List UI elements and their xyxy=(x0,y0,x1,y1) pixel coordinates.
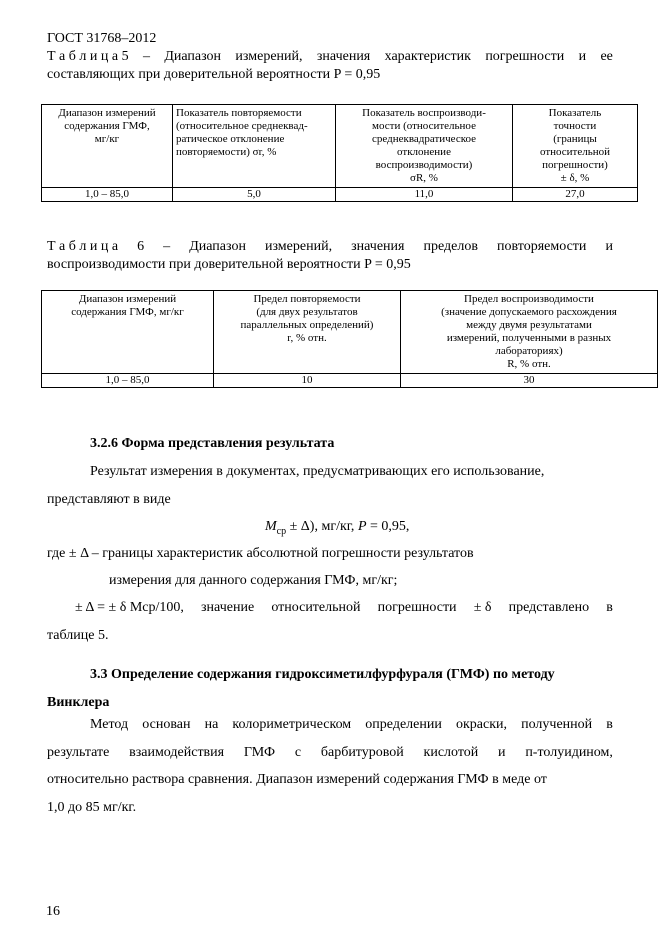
table5-header-repeatability: Показатель повторяемости (относительное среднеквад- ратическое отклонение повторяемости) σr, % xyxy=(173,105,336,188)
word: Диапазон xyxy=(164,49,222,64)
word: 6 xyxy=(137,239,145,254)
word: значения xyxy=(316,49,371,64)
table6-caption-line2: воспроизводимости при доверительной вероятности P = 0,95 xyxy=(47,257,411,272)
word: взаимодействия xyxy=(129,745,225,760)
section-326-para-line1: Результат измерения в документах, предусматривающих его использование, xyxy=(90,464,545,479)
word: результате xyxy=(47,745,110,760)
table-row xyxy=(42,188,638,202)
table5-cell-range: 1,0 – 85,0 xyxy=(42,188,173,202)
section-326-para-line2: представляют в виде xyxy=(47,492,171,507)
section-33-para-line4: 1,0 до 85 мг/кг. xyxy=(47,800,137,815)
table5-caption-line2: составляющих при доверительной вероятности P = 0,95 xyxy=(47,67,381,82)
table5-header-accuracy: Показатель точности (границы относительной погрешности) ± δ, % xyxy=(513,105,638,188)
table6-header-reproducibility-limit: Предел воспроизводимости (значение допускаемого расхождения между двумя результатами измерений, полученными в разных лабораториях) R, % отн. xyxy=(401,291,658,374)
word: Т а б л и ц а xyxy=(47,239,119,254)
table6-caption xyxy=(47,238,613,274)
word: ее xyxy=(600,49,613,64)
word: характеристик xyxy=(384,49,471,64)
table6-header-repeatability-limit: Предел повторяемости (для двух результатов параллельных определений) r, % отн. xyxy=(214,291,401,374)
word: Метод xyxy=(90,717,129,732)
word: измерений, xyxy=(264,239,333,254)
section-33-para-line3: относительно раствора сравнения. Диапазон измерений содержания ГМФ в меде от xyxy=(47,772,547,787)
section-326-heading: 3.2.6 Форма представления результата xyxy=(90,436,335,451)
word: измерений, xyxy=(235,49,303,64)
word: ГМФ xyxy=(243,745,276,760)
word: – xyxy=(142,49,150,64)
where-line1: где ± Δ – границы характеристик абсолютной погрешности результатов xyxy=(47,546,474,561)
word: и xyxy=(578,49,587,64)
table6-cell-reproducibility-limit: 30 xyxy=(401,374,658,388)
page-number: 16 xyxy=(46,904,60,919)
word: значения xyxy=(351,239,405,254)
table-row xyxy=(42,374,658,388)
word: ± δ xyxy=(473,600,492,615)
table5-cell-accuracy: 27,0 xyxy=(513,188,638,202)
section-33-heading-line2: Винклера xyxy=(47,695,110,710)
table6-cell-repeatability-limit: 10 xyxy=(214,374,401,388)
word: – xyxy=(163,239,171,254)
delta-line1 xyxy=(47,599,613,617)
table5-header-range: Диапазон измерений содержания ГМФ, мг/кг xyxy=(42,105,173,188)
table5 xyxy=(41,104,638,202)
word: с xyxy=(294,745,302,760)
result-formula: $M_{ср} \pm \Delta$), мг/кг, P = 0,95, xyxy=(265,519,410,537)
section-33-para-line2 xyxy=(47,744,613,762)
table5-cell-repeatability: 5,0 xyxy=(173,188,336,202)
word: пределов xyxy=(423,239,478,254)
word: в xyxy=(606,600,613,615)
where-line2: измерения для данного содержания ГМФ, мг/кг; xyxy=(109,573,398,588)
table5-header-reproducibility: Показатель воспроизводи- мости (относительное среднеквадратическое отклонение воспроизводимости) σR, % xyxy=(336,105,513,188)
word: окраски, xyxy=(455,717,507,732)
section-33-heading-line1: 3.3 Определение содержания гидроксиметилфурфураля (ГМФ) по методу xyxy=(90,667,555,682)
word: относительной xyxy=(271,600,361,615)
table6-cell-range: 1,0 – 85,0 xyxy=(42,374,214,388)
word: повторяемости xyxy=(497,239,587,254)
word: и xyxy=(605,239,613,254)
table5-cell-reproducibility: 11,0 xyxy=(336,188,513,202)
word: погрешности xyxy=(377,600,457,615)
word: п-толуидином, xyxy=(525,745,613,760)
word: колориметрическом xyxy=(232,717,352,732)
word: представлено xyxy=(508,600,590,615)
word: определении xyxy=(365,717,442,732)
word: кислотой xyxy=(423,745,479,760)
word: погрешности xyxy=(485,49,565,64)
word: в xyxy=(606,717,613,732)
table6-header-range: Диапазон измерений содержания ГМФ, мг/кг xyxy=(42,291,214,374)
word: ± Δ = ± δ Mср/100, xyxy=(75,600,184,615)
word: на xyxy=(204,717,219,732)
word: значение xyxy=(201,600,255,615)
table5-header-row xyxy=(42,105,638,188)
table6-header-row xyxy=(42,291,658,374)
delta-line2: таблице 5. xyxy=(47,628,109,643)
word: основан xyxy=(142,717,191,732)
word: и xyxy=(498,745,506,760)
table5-caption-word: Т а б л и ц а 5 xyxy=(47,49,129,64)
section-33-para-line1 xyxy=(47,716,613,734)
standard-number: ГОСТ 31768–2012 xyxy=(47,31,157,46)
table6 xyxy=(41,290,658,388)
table5-caption xyxy=(47,48,613,84)
word: Диапазон xyxy=(189,239,246,254)
word: барбитуровой xyxy=(320,745,404,760)
word: полученной xyxy=(521,717,593,732)
